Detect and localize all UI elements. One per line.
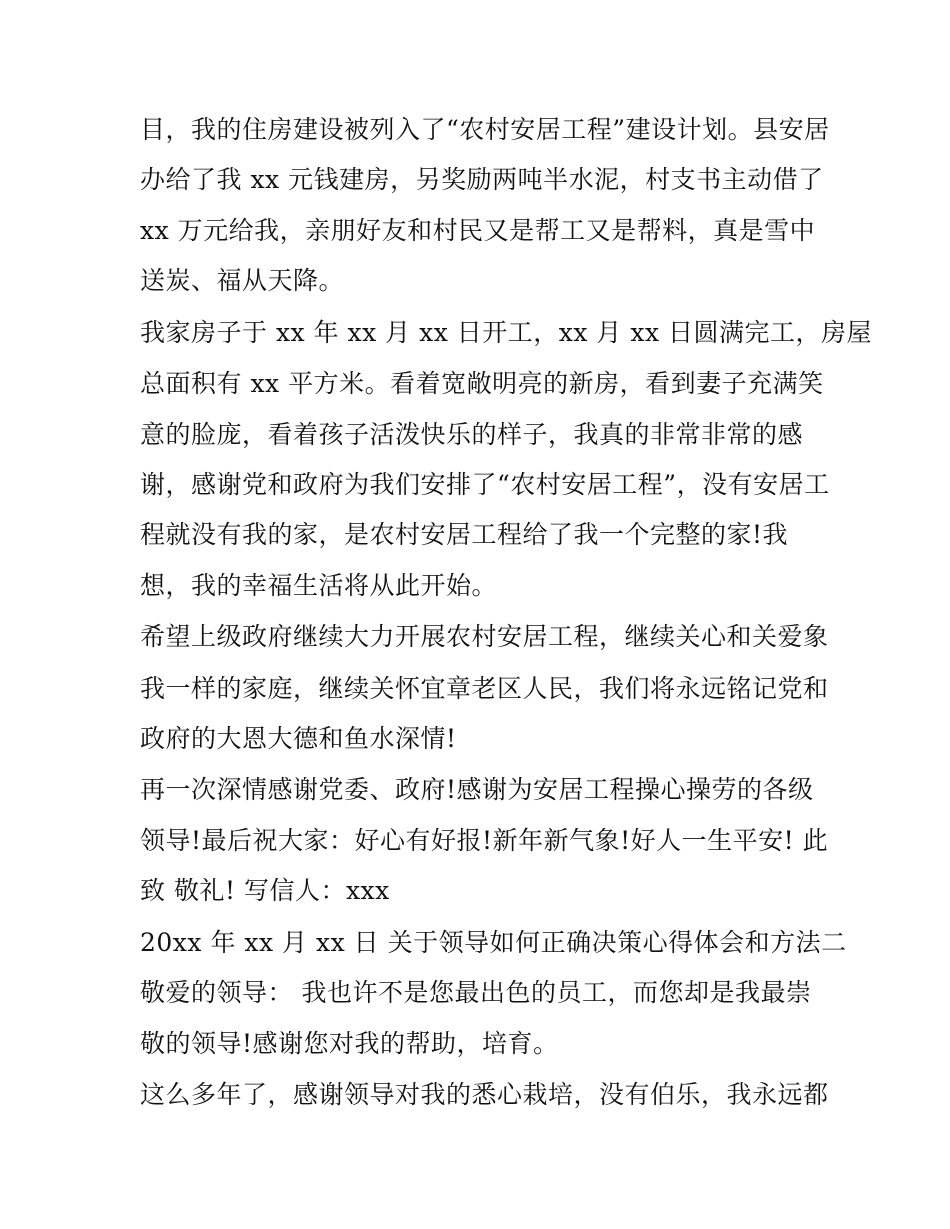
text-line: 我家房子于 xx 年 xx 月 xx 日开工，xx 月 xx 日圆满完工，房屋: [140, 318, 873, 347]
text-line: 送炭、福从天降。: [140, 266, 345, 295]
text-line: 总面积有 xx 平方米。看着宽敞明亮的新房，看到妻子充满笑: [140, 369, 824, 398]
text-line: 20xx 年 xx 月 xx 日 关于领导如何正确决策心得体会和方法二: [140, 928, 847, 957]
text-line: xx 万元给我，亲朋好友和村民又是帮工又是帮料，真是雪中: [140, 216, 816, 245]
text-line: 希望上级政府继续大力开展农村安居工程，继续关心和关爱象: [140, 622, 829, 651]
text-line: 致 敬礼! 写信人：xxx: [140, 876, 390, 905]
text-line: 意的脸庞，看着孩子活泼快乐的样子，我真的非常非常的感: [140, 420, 804, 449]
text-line: 程就没有我的家，是农村安居工程给了我一个完整的家!我: [140, 520, 789, 549]
text-line: 我一样的家庭，继续关怀宜章老区人民，我们将永远铭记党和: [140, 674, 829, 703]
text-line: 谢，感谢党和政府为我们安排了“农村安居工程”，没有安居工: [140, 470, 830, 499]
text-line: 办给了我 xx 元钱建房，另奖励两吨半水泥，村支书主动借了: [140, 165, 824, 194]
text-line: 敬爱的领导： 我也许不是您最出色的员工，而您却是我最崇: [140, 978, 812, 1007]
text-line: 领导!最后祝大家：好心有好报!新年新气象!好人一生平安! 此: [140, 826, 829, 855]
text-line: 政府的大恩大德和鱼水深情!: [140, 724, 457, 753]
text-line: 目，我的住房建设被列入了“农村安居工程”建设计划。县安居: [140, 115, 830, 144]
text-line: 想，我的幸福生活将从此开始。: [140, 571, 498, 600]
text-line: 敬的领导!感谢您对我的帮助，培育。: [140, 1029, 559, 1058]
text-line: 这么多年了，感谢领导对我的悉心栽培，没有伯乐，我永远都: [140, 1080, 829, 1109]
text-line: 再一次深情感谢党委、政府!感谢为安居工程操心操劳的各级: [140, 775, 814, 804]
